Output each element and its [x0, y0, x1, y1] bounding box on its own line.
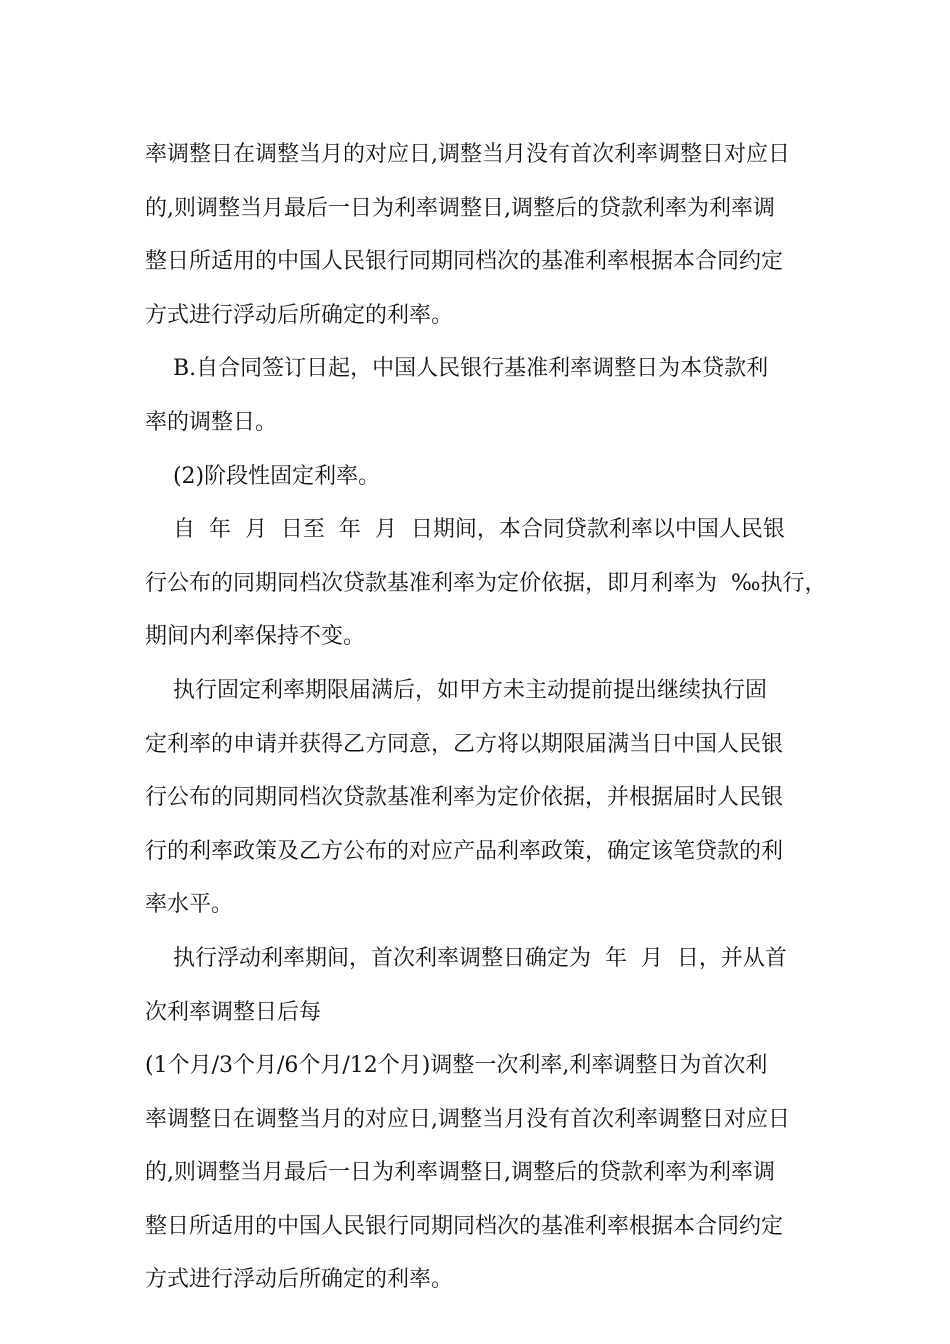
text-line: 整日所适用的中国人民银行同期同档次的基准利率根据本合同约定 — [145, 1213, 784, 1239]
text-line: 率水平。 — [145, 892, 234, 918]
text-line: 执行固定利率期限届满后，如甲方未主动提前提出继续执行固 — [145, 677, 767, 703]
text-line: 期间内利率保持不变。 — [145, 624, 366, 650]
text-line: 执行浮动利率期间，首次利率调整日确定为 年 月 日，并从首 — [145, 945, 787, 971]
document-body — [145, 128, 827, 1307]
text-line: 方式进行浮动后所确定的利率。 — [145, 302, 454, 328]
text-line: 整日所适用的中国人民银行同期同档次的基准利率根据本合同约定 — [145, 249, 784, 275]
text-line: 方式进行浮动后所确定的利率。 — [145, 1267, 454, 1293]
text-line: 率的调整日。 — [145, 409, 278, 435]
text-line: 的,则调整当月最后一日为利率调整日,调整后的贷款利率为利率调 — [145, 1160, 775, 1186]
text-line: 行公布的同期同档次贷款基准利率为定价依据，即月利率为 ‰执行， — [145, 570, 827, 596]
text-line: B.自合同签订日起，中国人民银行基准利率调整日为本贷款利 — [145, 356, 769, 382]
text-line: 率调整日在调整当月的对应日,调整当月没有首次利率调整日对应日 — [145, 142, 790, 167]
text-line: 行的利率政策及乙方公布的对应产品利率政策，确定该笔贷款的利 — [145, 838, 784, 864]
text-line: (2)阶段性固定利率。 — [145, 463, 381, 489]
text-line: 率调整日在调整当月的对应日,调整当月没有首次利率调整日对应日 — [145, 1106, 790, 1132]
text-line: 定利率的申请并获得乙方同意，乙方将以期限届满当日中国人民银 — [145, 731, 784, 757]
text-line: 自 年 月 日至 年 月 日期间，本合同贷款利率以中国人民银 — [145, 517, 785, 543]
text-line: 次利率调整日后每 — [145, 999, 322, 1025]
text-line: 的,则调整当月最后一日为利率调整日,调整后的贷款利率为利率调 — [145, 195, 775, 221]
text-line: (1个月/3个月/6个月/12个月)调整一次利率,利率调整日为首次利 — [145, 1053, 768, 1079]
text-line: 行公布的同期同档次贷款基准利率为定价依据，并根据届时人民银 — [145, 785, 784, 811]
